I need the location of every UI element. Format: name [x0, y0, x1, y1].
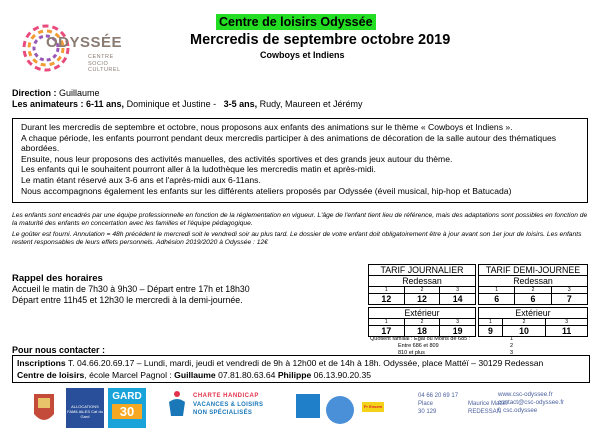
page-subtitle: Mercredis de septembre octobre 2019 [190, 32, 451, 48]
france-ensemble-logo: Fr Ensem [362, 402, 384, 412]
gard-logo: GARD 30 [108, 388, 146, 428]
sport-logo-icon [296, 394, 320, 418]
description-line: Durant les mercredis de septembre et octobre, nous proposons aux enfants des animations sur le thème « Cowboys et Indiens ». [21, 122, 513, 132]
footer-addr: Place [418, 401, 434, 407]
qf-cell: 1 [479, 319, 503, 326]
tarif-title: TARIF JOURNALIER [369, 265, 476, 276]
tarif-title: TARIF DEMI-JOURNEE [479, 265, 588, 276]
email-link[interactable]: contact@csc-odyssee.fr [498, 399, 565, 406]
price-cell: 6 [515, 294, 551, 305]
price-cell: 12 [404, 294, 440, 305]
footer-addr: 30 129 [418, 409, 437, 415]
quotient-familial [370, 336, 513, 356]
qf-title: Quotient familial : Egal ou Moins de 685 : [370, 336, 471, 342]
rappel-title: Rappel des horaires [12, 273, 103, 284]
facebook-link[interactable]: f: csc.odyssee [498, 407, 538, 414]
soutien-logo-icon [326, 396, 354, 424]
qf-value: 2 [510, 342, 514, 349]
description-line: A chaque période, les enfants pourront pendant deux mercredis participer à des animations de décoration de la salle autour des thématiques abordées. [21, 132, 557, 154]
caf-logo: ALLOCATIONS FAMILIALES Caf du Gard [66, 388, 104, 428]
tarif-demi-journee-table [478, 264, 588, 305]
price-cell: 9 [479, 326, 503, 337]
price-cell: 12 [369, 294, 405, 305]
charte-handicap-logo: CHARTE HANDICAP VACANCES & LOISIRS NON SPÉCIALISÉS [165, 388, 295, 432]
qf-cell: 3 [440, 319, 476, 326]
note-paragraph: Les enfants sont encadrés par une équipe professionnelle en fonction de la réglementation en vigueur. L'âge de l'enfant tient lieu de référence, mais des adaptations sont possibles en fonction de la maturité des enfants en concertation avec les familles et l'équipe pédagogique. [12, 212, 588, 228]
footer-web [498, 391, 564, 435]
tarif-zone: Redessan [369, 276, 476, 287]
rappel-line: Accueil le matin de 7h30 à 9h30 – Départ entre 17h et 18h30 [12, 284, 250, 294]
website-link[interactable]: www.csc-odyssee.fr [498, 391, 553, 398]
staff-section [12, 88, 363, 110]
price-cell: 7 [551, 294, 587, 305]
odyssee-logo [16, 14, 128, 84]
qf-cell: 1 [369, 287, 405, 294]
qf-value: 1 [510, 336, 514, 342]
qf-cell: 2 [404, 287, 440, 294]
tarif-journalier-table [368, 264, 476, 305]
tarif-zone: Redessan [479, 276, 588, 287]
logo-name: ODYSSÉE [46, 34, 123, 51]
animateurs-line: Les animateurs : 6-11 ans, Dominique et Justine - 3-5 ans, Rudy, Maureen et Jérémy [12, 99, 363, 109]
qf-value: 3 [510, 349, 514, 356]
description-line: Nous accompagnons également les enfants sur les différents ateliers proposés par Odyssée (éveil musical, hip-hop et Batucada) [21, 185, 512, 196]
page-title: Centre de loisirs Odyssée [216, 14, 376, 30]
price-cell: 6 [479, 294, 515, 305]
tarif-journalier-exterieur-table [368, 307, 476, 337]
qf-cell: 2 [502, 319, 546, 326]
tarif-demi-exterieur-table [478, 307, 588, 337]
footer-phone: 04 66 20 69 17 [418, 393, 459, 399]
description-line: Les enfants qui le souhaitent pourront aller à la ludothèque les mercredis matin et après-midi. [21, 164, 376, 175]
price-cell: 17 [369, 326, 405, 337]
qf-label: 810 et plus [398, 349, 425, 356]
qf-cell: 3 [546, 319, 588, 326]
note-paragraph: Le goûter est fourni. Annulation = 48h précédent le mercredi soit le vendredi soir au plus tard. Le dossier de votre enfant doit obligatoirement être à jour avant son 1er jour de loisirs. Les enfants restent responsables de leurs effets personnels. Adhésion 2019/2020 à Odyssée : 12€ [12, 230, 582, 247]
qf-cell: 1 [479, 287, 515, 294]
price-cell: 10 [502, 326, 546, 337]
handicap-icon [165, 390, 189, 418]
description-line: Ensuite, nous leur proposons des activités manuelles, des activités sportives et des grands jeux autour du thème. [21, 153, 453, 164]
contact-line: Inscriptions T. 04.66.20.69.17 – Lundi, mardi, jeudi et vendredi de 9h à 12h00 et de 14h à 18h. Odyssée, place Mattéï – 30129 Redessan [17, 358, 544, 368]
description-line: Le matin étant réservé aux 3-6 ans et l'après-midi aux 6-11ans. [21, 174, 261, 185]
commune-redessan-logo-icon [28, 388, 60, 432]
qf-cell: 1 [369, 319, 405, 326]
price-cell: 14 [440, 294, 476, 305]
tarif-zone: Extérieur [369, 308, 476, 319]
tarif-zone: Extérieur [479, 308, 588, 319]
price-cell: 11 [546, 326, 588, 337]
contact-title: Pour nous contacter : [12, 345, 106, 355]
footer-address [418, 392, 508, 436]
price-cell: 18 [404, 326, 440, 337]
footer-addr: Maurice Mattéï [468, 401, 508, 407]
logo-subtitle: CENTRE SOCIO CULTUREL [88, 54, 121, 73]
contact-box [12, 355, 590, 383]
qf-cell: 3 [440, 287, 476, 294]
qf-label: Entre 686 et 809 [398, 342, 439, 349]
notes [12, 212, 590, 250]
qf-cell: 2 [515, 287, 551, 294]
rappel-line: Départ entre 11h45 et 12h30 le mercredi à la demi-journée. [12, 295, 243, 305]
qf-cell: 3 [551, 287, 587, 294]
contact-line: Centre de loisirs, école Marcel Pagnol : Guillaume 07.81.80.63.64 Philippe 06.13.90.20.35 [17, 370, 371, 380]
price-cell: 19 [440, 326, 476, 337]
footer-addr: REDESSAN [468, 409, 502, 415]
description-box [12, 118, 588, 203]
direction-line: Direction : Guillaume [12, 88, 100, 98]
qf-cell: 2 [404, 319, 440, 326]
page-theme: Cowboys et Indiens [260, 50, 345, 60]
